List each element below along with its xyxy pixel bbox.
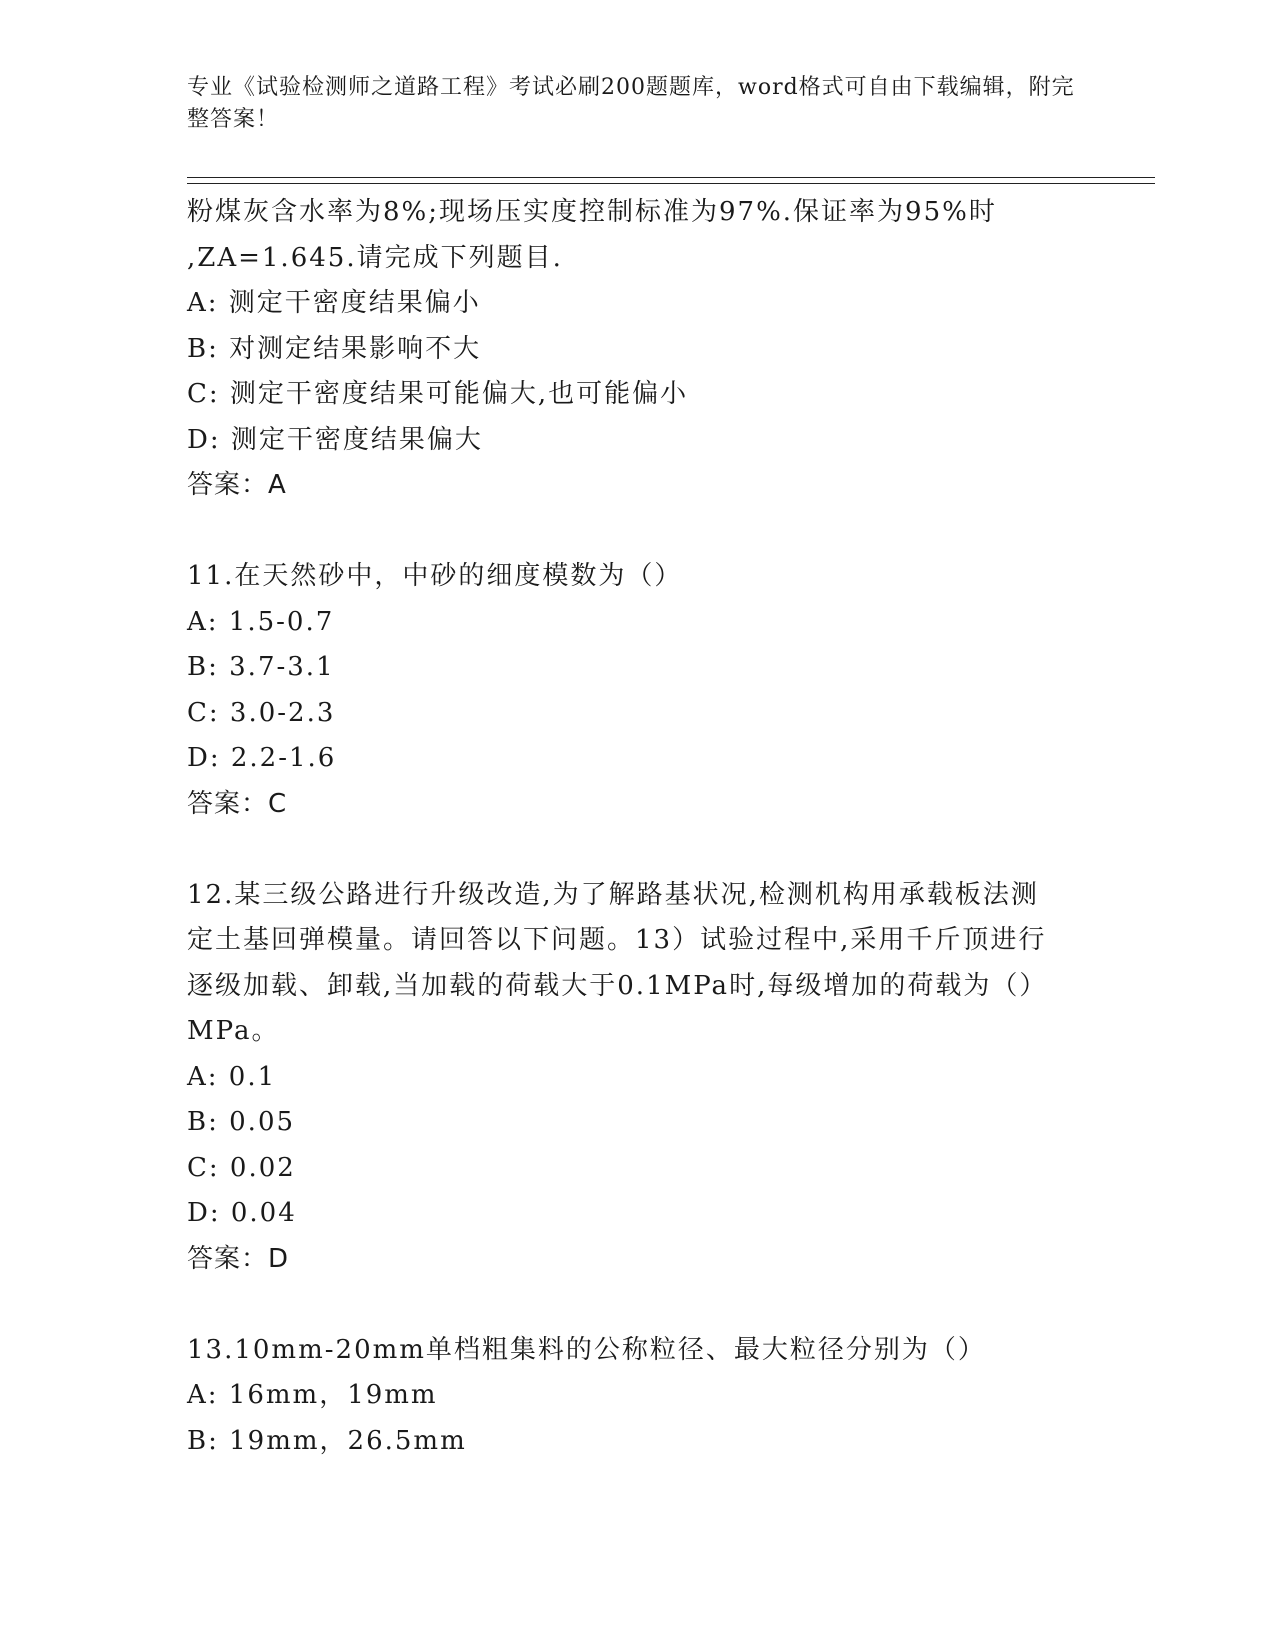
option-b: B: 19mm，26.5mm bbox=[187, 1425, 467, 1456]
spacer bbox=[187, 1282, 1087, 1328]
question-stem: ,ZA=1.645.请完成下列题目. bbox=[187, 242, 563, 273]
option-a: A: 0.1 bbox=[187, 1061, 277, 1092]
header-divider-bottom bbox=[187, 183, 1155, 184]
answer-line: 答案：D bbox=[187, 1243, 290, 1274]
question-stem: 定土基回弹模量。请回答以下问题。13）试验过程中,采用千斤顶进行 bbox=[187, 925, 1047, 955]
question-block bbox=[187, 873, 1087, 1283]
spacer bbox=[187, 827, 1087, 873]
answer-line: 答案：A bbox=[187, 470, 287, 500]
answer-line: 答案：C bbox=[187, 788, 288, 819]
option-c: C: 3.0-2.3 bbox=[187, 697, 336, 728]
question-block bbox=[187, 554, 1087, 827]
question-stem: 13.10mm-20mm单档粗集料的公称粒径、最大粒径分别为（） bbox=[187, 1334, 986, 1365]
question-list bbox=[187, 190, 1087, 1464]
option-d: D: 2.2-1.6 bbox=[187, 743, 337, 773]
option-a: A: 16mm，19mm bbox=[187, 1380, 438, 1410]
option-d: D: 0.04 bbox=[187, 1198, 297, 1228]
option-c: C: 0.02 bbox=[187, 1152, 296, 1183]
option-a: A: 测定干密度结果偏小 bbox=[187, 288, 481, 318]
option-c: C: 测定干密度结果可能偏大,也可能偏小 bbox=[187, 379, 689, 409]
option-b: B: 3.7-3.1 bbox=[187, 652, 335, 682]
question-stem: 12.某三级公路进行升级改造,为了解路基状况,检测机构用承载板法测 bbox=[187, 879, 1039, 910]
question-block bbox=[187, 190, 1087, 509]
question-stem: 逐级加载、卸载,当加载的荷载大于0.1MPa时,每级增加的荷载为（） bbox=[187, 970, 1048, 1001]
question-stem: 11.在天然砂中，中砂的细度模数为（） bbox=[187, 561, 683, 591]
question-block bbox=[187, 1328, 1087, 1465]
question-stem: 粉煤灰含水率为8%;现场压实度控制标准为97%.保证率为95%时 bbox=[187, 197, 997, 227]
question-stem: MPa。 bbox=[187, 1016, 280, 1046]
option-b: B: 0.05 bbox=[187, 1107, 296, 1137]
document-header: 专业《试验检测师之道路工程》考试必刷200题题库，word格式可自由下载编辑，附完整答案！ bbox=[187, 75, 1075, 132]
option-b: B: 对测定结果影响不大 bbox=[187, 333, 482, 364]
spacer bbox=[187, 509, 1087, 555]
option-d: D: 测定干密度结果偏大 bbox=[187, 424, 483, 455]
option-a: A: 1.5-0.7 bbox=[187, 606, 335, 637]
header-divider-top bbox=[187, 177, 1155, 178]
